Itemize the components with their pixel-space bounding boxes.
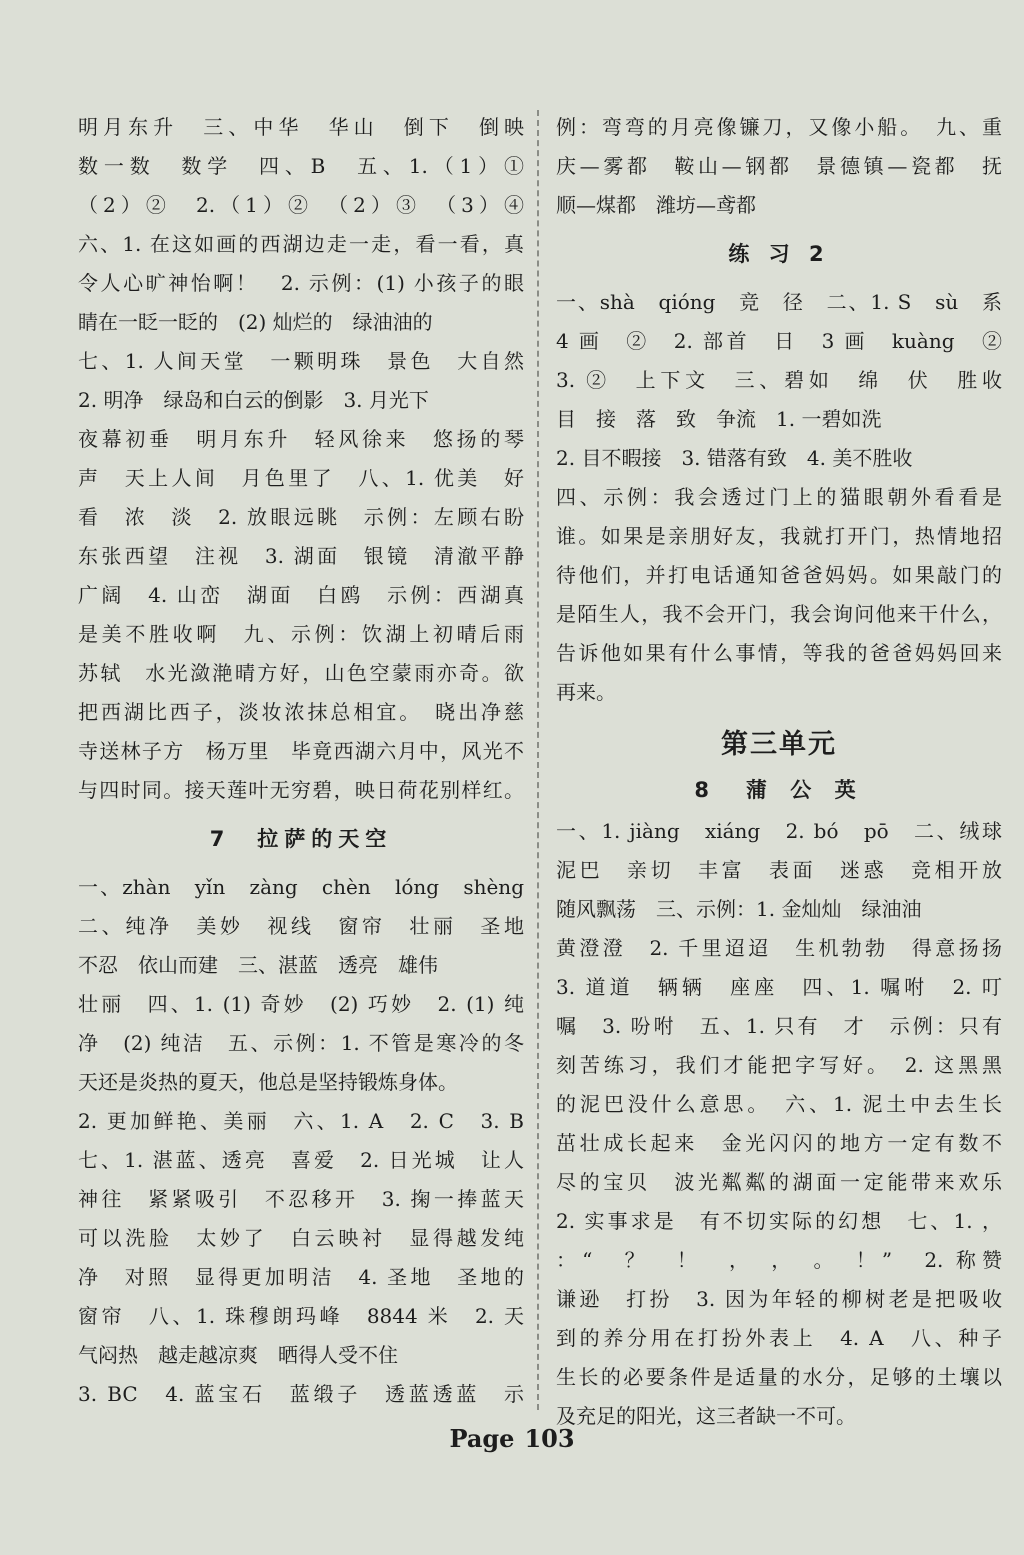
answer-line: 告诉他如果有什么事情，等我的爸爸妈妈回来 [556,641,1002,665]
answers-block-lesson6 [78,108,524,810]
answer-line: 不忍 依山而建 三、湛蓝 透亮 雄伟 [78,953,438,977]
page-number: 103 [524,1424,575,1453]
answer-line: 苏轼 水光潋滟晴方好，山色空蒙雨亦奇。欲 [78,661,524,685]
answer-line: 谦逊 打扮 3. 因为年轻的柳树老是把吸收 [556,1287,1002,1311]
practice-2-title: 练 习 2 [728,242,830,266]
answer-line: 看 浓 淡 2. 放眼远眺 示例：左顾右盼 [78,505,524,529]
answer-line: 2. 目不暇接 3. 错落有致 4. 美不胜收 [556,446,913,470]
answer-line: 数一数 数学 四、B 五、1.（1）① [78,154,524,178]
answers-block-lesson7 [78,868,524,1414]
answer-line: 壮丽 四、1. (1) 奇妙 (2) 巧妙 2. (1) 纯 [78,992,524,1016]
answer-line: 3. BC 4. 蓝宝石 蓝缎子 透蓝透蓝 示 [78,1382,524,1406]
answer-line: 随风飘荡 三、示例：1. 金灿灿 绿油油 [556,897,922,921]
answer-line: 广阔 4. 山峦 湖面 白鸥 示例：西湖真 [78,583,524,607]
answer-line: 睛在一眨一眨的 (2) 灿烂的 绿油油的 [78,310,433,334]
answer-line: 东张西望 注视 3. 湖面 银镜 清澈平静 [78,544,524,568]
answer-line: 一、1. jiàng xiáng 2. bó pō 二、绒球 [556,819,1002,843]
answer-line: 及充足的阳光，这三者缺一不可。 [556,1404,856,1428]
answer-line: 可以洗脸 太妙了 白云映衬 显得越发纯 [78,1226,524,1250]
answer-line: 再来。 [556,680,616,704]
answer-line: ：“ ？ ！ ， ， 。 ！” 2. 称赞 [556,1248,1002,1272]
left-column [78,108,524,1414]
answers-block-lesson7-continued [556,108,1002,225]
answer-line: 2. 明净 绿岛和白云的倒影 3. 月光下 [78,388,429,412]
page-footer [0,1424,1024,1453]
column-divider [537,110,539,1410]
answer-line: 七、1. 湛蓝、透亮 喜爱 2. 日光城 让人 [78,1148,524,1172]
answer-line: 六、1. 在这如画的西湖边走一走，看一看，真 [78,232,524,256]
answer-line: 顺—煤都 潍坊—鸢都 [556,193,756,217]
answer-line: 庆—雾都 鞍山—钢都 景德镇—瓷都 抚 [556,154,1002,178]
answer-line: 净 对照 显得更加明洁 4. 圣地 圣地的 [78,1265,524,1289]
answer-line: 二、纯净 美妙 视线 窗帘 壮丽 圣地 [78,914,524,938]
answer-line: 寺送林子方 杨万里 毕竟西湖六月中，风光不 [78,739,524,763]
answer-line: 2. 更加鲜艳、美丽 六、1. A 2. C 3. B [78,1109,524,1133]
answer-line: 3. 道道 辆辆 座座 四、1. 嘱咐 2. 叮 [556,975,1002,999]
answer-line: 明月东升 三、中华 华山 倒下 倒映 [78,115,524,139]
answer-line: 黄澄澄 2. 千里迢迢 生机勃勃 得意扬扬 [556,936,1002,960]
answer-line: （2）② 2.（1）② （2）③ （3）④ [78,193,524,217]
page-label: Page [449,1424,515,1453]
answer-line: 到的养分用在打扮外表上 4. A 八、种子 [556,1326,1002,1350]
answer-line: 生长的必要条件是适量的水分，足够的土壤以 [556,1365,1002,1389]
answers-block-lesson8 [556,812,1002,1436]
answer-line: 嘱 3. 吩咐 五、1. 只有 才 示例：只有 [556,1014,1002,1038]
answer-line: 一、shà qióng 竞 径 二、1. S sù 系 [556,290,1002,314]
answer-line: 茁壮成长起来 金光闪闪的地方一定有数不 [556,1131,1002,1155]
answer-line: 神往 紧紧吸引 不忍移开 3. 掬一捧蓝天 [78,1187,524,1211]
answer-line: 谁。如果是亲朋好友，我就打开门，热情地招 [556,524,1002,548]
answer-line: 是陌生人，我不会开门，我会询问他来干什么， [556,602,1002,626]
answer-line: 天还是炎热的夏天，他总是坚持锻炼身体。 [78,1070,458,1094]
answer-line: 尽的宝贝 波光粼粼的湖面一定能带来欢乐 [556,1170,1002,1194]
lesson-7-title: 7 拉萨的天空 [209,827,393,851]
answer-line: 夜幕初垂 明月东升 轻风徐来 悠扬的琴 [78,427,524,451]
answer-line: 例：弯弯的月亮像镰刀，又像小船。 九、重 [556,115,1002,139]
answer-line: 声 天上人间 月色里了 八、1. 优美 好 [78,466,524,490]
right-column [556,108,1002,1436]
answer-line: 七、1. 人间天堂 一颗明珠 景色 大自然 [78,349,524,373]
answer-line: 一、zhàn yǐn zàng chèn lóng shèng [78,875,524,899]
answer-line: 3. ② 上下文 三、碧如 绵 伏 胜收 [556,368,1002,392]
answer-line: 刻苦练习，我们才能把字写好。 2. 这黑黑 [556,1053,1002,1077]
answer-line: 的泥巴没什么意思。 六、1. 泥土中去生长 [556,1092,1002,1116]
answer-line: 是美不胜收啊 九、示例：饮湖上初晴后雨 [78,622,524,646]
answer-line: 窗帘 八、1. 珠穆朗玛峰 8844 米 2. 天 [78,1304,524,1328]
answer-line: 净 (2) 纯洁 五、示例：1. 不管是寒冷的冬 [78,1031,524,1055]
answer-line: 气闷热 越走越凉爽 晒得人受不住 [78,1343,398,1367]
answer-line: 与四时同。接天莲叶无穷碧，映日荷花别样红。 [78,778,524,802]
answer-line: 把西湖比西子，淡妆浓抹总相宜。 晓出净慈 [78,700,524,724]
answer-line: 泥巴 亲切 丰富 表面 迷惑 竞相开放 [556,858,1002,882]
answer-line: 令人心旷神怡啊！ 2. 示例：(1) 小孩子的眼 [78,271,524,295]
answer-line: 待他们，并打电话通知爸爸妈妈。如果敲门的 [556,563,1002,587]
answer-line: 2. 实事求是 有不切实际的幻想 七、1. ， [556,1209,1002,1233]
answers-block-practice2 [556,283,1002,712]
answer-line: 四、示例：我会透过门上的猫眼朝外看看是 [556,485,1002,509]
answer-line: 4 画 ② 2. 部首 日 3 画 kuàng ② [556,329,1002,353]
unit-3-title: 第三单元 [721,729,837,760]
lesson-8-title: 8 蒲 公 英 [694,778,864,802]
answer-line: 目 接 落 致 争流 1. 一碧如洗 [556,407,882,431]
